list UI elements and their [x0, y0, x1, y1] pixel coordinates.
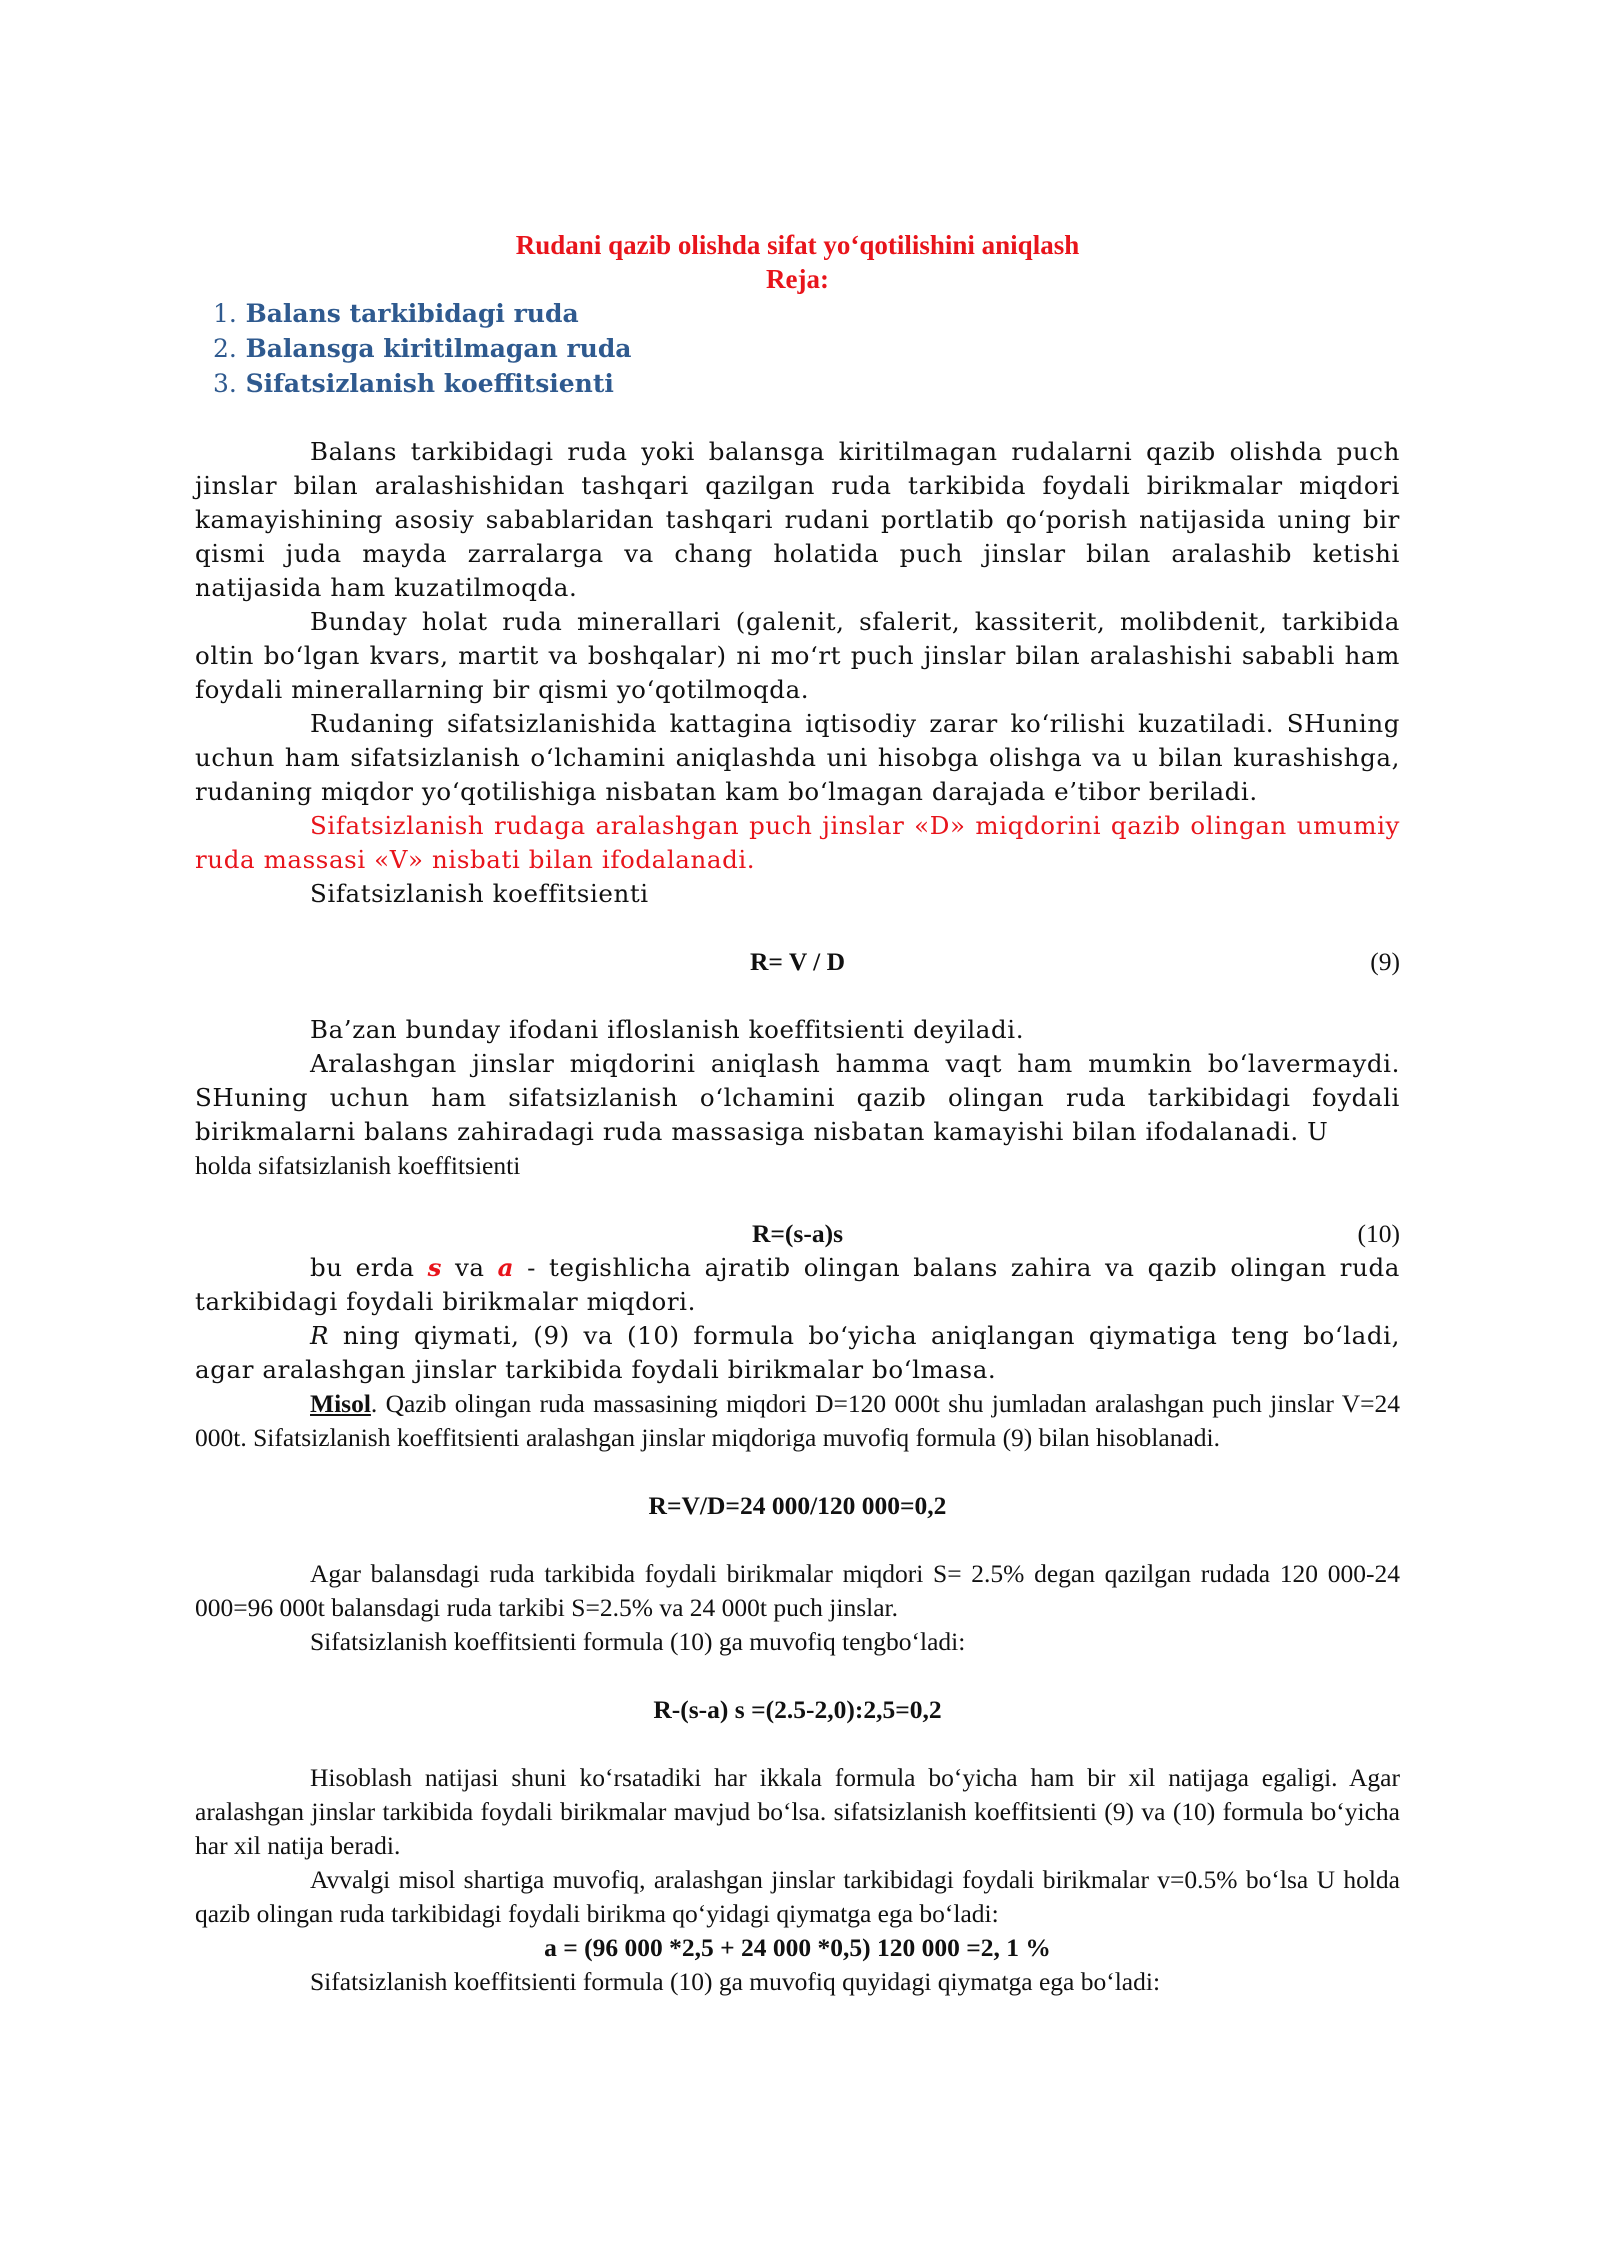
- formula-10-expression: R=(s-a)s: [751, 1219, 844, 1248]
- plan-list: [195, 296, 1400, 401]
- calculation-3: a = (96 000 *2,5 + 24 000 *0,5) 120 000 =2, 1 %: [544, 1933, 1051, 1962]
- paragraph-8: bu erda s va a - tegishlicha ajratib olingan balans zahira va qazib olingan ruda tarkibidagi foydali birikmalar miqdori.: [195, 1253, 1400, 1316]
- paragraph-7-end: holda sifatsizlanish koeffitsienti: [195, 1151, 521, 1180]
- calculation-2: R-(s-a) s =(2.5-2,0):2,5=0,2: [653, 1695, 942, 1724]
- paragraph-12: Sifatsizlanish koeffitsienti formula (10) ga muvofiq tengbo‘ladi:: [310, 1627, 966, 1656]
- paragraph-1: Balans tarkibidagi ruda yoki balansga kiritilmagan rudalarni qazib olishda puch jinslar bilan aralashishidan tashqari qazilgan ruda tarkibida foydali birikmalar miqdori kamayishining asosiy sabablaridan tashqari rudani portlatib qo‘porish natijasida uning bir qismi juda mayda zarralarga va chang holatida puch jinslar bilan aralashib ketishi natijasida ham kuzatilmoqda.: [195, 437, 1400, 602]
- variable-a: a: [497, 1253, 515, 1282]
- plan-item: 2. Balansga kiritilmagan ruda: [213, 334, 632, 363]
- formula-10: [195, 1217, 1400, 1251]
- formula-9-number: (9): [1370, 947, 1400, 976]
- paragraph-7: Aralashgan jinslar miqdorini aniqlash hamma vaqt ham mumkin bo‘lavermaydi. SHuning uchun ham sifatsizlanish o‘lchamini qazib olingan ruda tarkibidagi foydali birikmalarni balans zahiradagi ruda massasiga nisbatan kamayishi bilan ifodalanadi. U: [195, 1049, 1400, 1146]
- formula-9-expression: R= V / D: [749, 947, 846, 976]
- paragraph-15: Sifatsizlanish koeffitsienti formula (10) ga muvofiq quyidagi qiymatga ega bo‘ladi:: [310, 1967, 1161, 1996]
- document-page: [195, 228, 1400, 1999]
- example-paragraph: Misol. Qazib olingan ruda massasining miqdori D=120 000t shu jumladan aralashgan puch jinslar V=24 000t. Sifatsizlanish koeffitsienti aralashgan jinslar miqdoriga muvofiq formula (9) bilan hisoblanadi.: [195, 1389, 1400, 1452]
- paragraph-14: Avvalgi misol shartiga muvofiq, aralashgan jinslar tarkibidagi foydali birikmalar v=0.5% bo‘lsa U holda qazib olingan ruda tarkibidagi foydali birikma qo‘yidagi qiymatga ega bo‘ladi:: [195, 1865, 1400, 1928]
- calculation-1: R=V/D=24 000/120 000=0,2: [648, 1491, 947, 1520]
- plan-item: 3. Sifatsizlanish koeffitsienti: [213, 369, 614, 398]
- plan-item: 1. Balans tarkibidagi ruda: [213, 299, 579, 328]
- formula-10-number: (10): [1357, 1219, 1400, 1248]
- example-label: Misol: [310, 1389, 371, 1418]
- paragraph-13: Hisoblash natijasi shuni ko‘rsatadiki har ikkala formula bo‘yicha ham bir xil natijaga egaligi. Agar aralashgan jinslar tarkibida foydali birikmalar mavjud bo‘lsa. sifatsizlanish koeffitsienti (9) va (10) formula bo‘yicha har xil natija beradi.: [195, 1763, 1400, 1860]
- paragraph-9: R ning qiymati, (9) va (10) formula bo‘yicha aniqlangan qiymatiga teng bo‘ladi, agar aralashgan jinslar tarkibida foydali birikmalar bo‘lmasa.: [195, 1321, 1400, 1384]
- paragraph-11: Agar balansdagi ruda tarkibida foydali birikmalar miqdori S= 2.5% degan qazilgan rudada 120 000-24 000=96 000t balansdagi ruda tarkibi S=2.5% va 24 000t puch jinslar.: [195, 1559, 1400, 1622]
- paragraph-3: Rudaning sifatsizlanishida kattagina iqtisodiy zarar ko‘rilishi kuzatiladi. SHuning uchun ham sifatsizlanish o‘lchamini aniqlashda uni hisobga olishga va u bilan kurashishga, rudaning miqdor yo‘qotilishiga nisbatan kam bo‘lmagan darajada e’tibor beriladi.: [195, 709, 1400, 806]
- variable-s: s: [427, 1253, 442, 1282]
- formula-9: [195, 945, 1400, 979]
- paragraph-2: Bunday holat ruda minerallari (galenit, sfalerit, kassiterit, molibdenit, tarkibida oltin bo‘lgan kvars, martit va boshqalar) ni mo‘rt puch jinslar bilan aralashishi sababli ham foydali minerallarning bir qismi yo‘qotilmoqda.: [195, 607, 1400, 704]
- definition-paragraph: Sifatsizlanish rudaga aralashgan puch jinslar «D» miqdorini qazib olingan umumiy ruda massasi «V» nisbati bilan ifodalanadi.: [195, 811, 1400, 874]
- document-title: Rudani qazib olishda sifat yo‘qotilishini aniqlash: [515, 230, 1080, 260]
- paragraph-6: Ba’zan bunday ifodani ifloslanish koeffitsienti deyiladi.: [310, 1015, 1025, 1044]
- plan-heading: Reja:: [766, 264, 829, 294]
- paragraph-5: Sifatsizlanish koeffitsienti: [310, 879, 649, 908]
